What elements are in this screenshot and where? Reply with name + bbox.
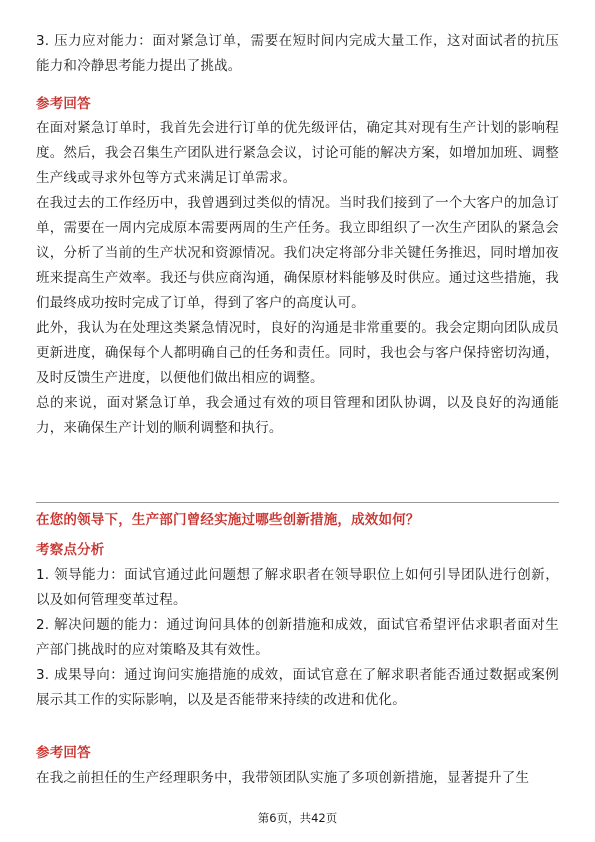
answer-paragraph-4: 总的来说，面对紧急订单，我会通过有效的项目管理和团队协调，以及良好的沟通能力，来确保生产计划的顺利调整和执行。 (36, 395, 559, 436)
section-divider (36, 502, 559, 503)
interview-question: 在您的领导下，生产部门曾经实施过哪些创新措施，成效如何？ (36, 512, 420, 528)
analysis-point-2: 2. 解决问题的能力：通过询问具体的创新措施和成效，面试官希望评估求职者面对生产部门挑战时的应对策略及其有效性。 (36, 617, 559, 658)
answer-start-paragraph: 在我之前担任的生产经理职务中，我带领团队实施了多项创新措施，显著提升了生 (36, 770, 530, 786)
page-number-footer: 第6页，共42页 (257, 811, 338, 825)
analysis-points (36, 563, 559, 713)
analysis-heading: 考察点分析 (36, 542, 105, 558)
reference-answer-body (36, 116, 559, 441)
reference-answer-heading-2: 参考回答 (36, 745, 91, 761)
answer-paragraph-3: 此外，我认为在处理这类紧急情况时，良好的沟通是非常重要的。我会定期向团队成员更新进度，确保每个人都明确自己的任务和责任。同时，我也会与客户保持密切沟通，及时反馈生产进度，以便他们做出相应的调整。 (36, 320, 559, 386)
point-3-pressure: 3. 压力应对能力：面对紧急订单，需要在短时间内完成大量工作，这对面试者的抗压能力和冷静思考能力提出了挑战。 (36, 33, 559, 74)
analysis-point-3: 3. 成果导向：通过询问实施措施的成效，面试官意在了解求职者能否通过数据或案例展示其工作的实际影响，以及是否能带来持续的改进和优化。 (36, 667, 559, 708)
answer-paragraph-2: 在我过去的工作经历中，我曾遇到过类似的情况。当时我们接到了一个大客户的加急订单，需要在一周内完成原本需要两周的生产任务。我立即组织了一次生产团队的紧急会议，分析了当前的生产状况和资源情况。我们决定将部分非关键任务推迟，同时增加夜班来提高生产效率。我还与供应商沟通，确保原材料能够及时供应。通过这些措施，我们最终成功按时完成了订单，得到了客户的高度认可。 (36, 195, 559, 311)
answer-paragraph-1: 在面对紧急订单时，我首先会进行订单的优先级评估，确定其对现有生产计划的影响程度。然后，我会召集生产团队进行紧急会议，讨论可能的解决方案，如增加加班、调整生产线或寻求外包等方式来满足订单需求。 (36, 120, 559, 186)
reference-answer-heading: 参考回答 (36, 96, 91, 112)
analysis-point-1: 1. 领导能力：面试官通过此问题想了解求职者在领导职位上如何引导团队进行创新，以及如何管理变革过程。 (36, 567, 559, 608)
